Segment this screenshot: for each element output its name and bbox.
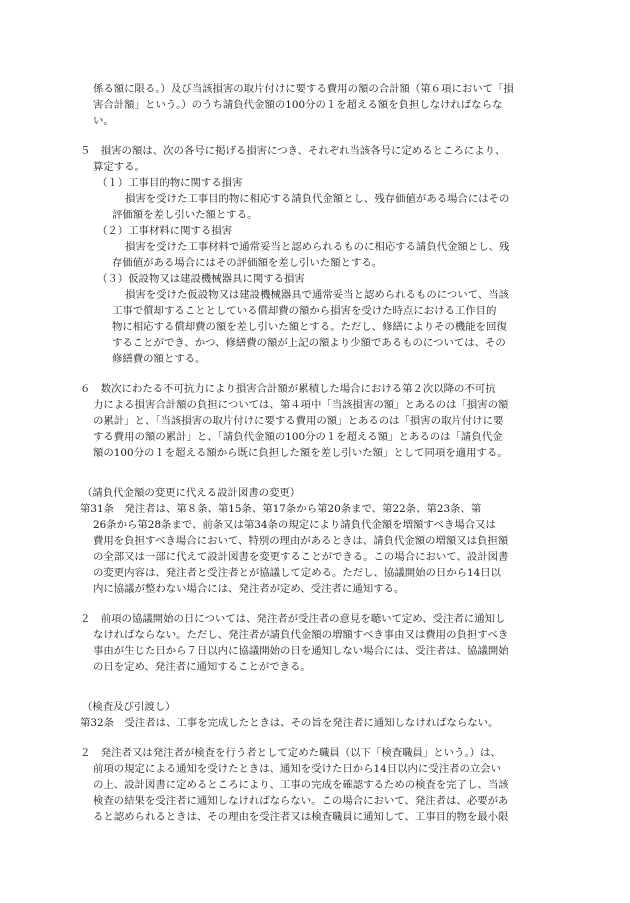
text-line: の日を定め、発注者に通知することができる。 — [93, 661, 311, 673]
text-line: い。 — [93, 115, 114, 127]
text-line: 係る額に限る。）及び当該損害の取片付けに要する費用の額の合計額（第６項において「損 — [93, 83, 514, 95]
text-line: ２ 発注者又は発注者が検査を行う者として定めた職員（以下「検査職員」という。）は、 — [80, 747, 501, 759]
text-line: 26条から第28条まで、前条又は第34条の規定により請負代金額を増額すべき場合又は — [93, 519, 496, 531]
text-line: 第31条 発注者は、第８条、第15条、第17条から第20条まで、第22条、第23条、第 — [80, 503, 482, 515]
text-line: 害合計額」という。）のうち請負代金額の100分の１を超える額を負担しなければならな — [93, 99, 503, 111]
text-line: 評価額を差し引いた額とする。 — [112, 209, 258, 221]
text-line: の全部又は一部に代えて設計図書を変更することができる。この場合において、設計図書 — [93, 551, 509, 563]
text-line: ６ 数次にわたる不可抗力により損害合計額が累積した場合における第２次以降の不可抗 — [80, 383, 496, 395]
text-line: 力による損害合計額の負担については、第４項中「当該損害の額」とあるのは「損害の額 — [93, 399, 509, 411]
text-line: （２）工事材料に関する損害 — [97, 225, 233, 237]
text-line: 事由が生じた日から７日以内に協議開始の日を通知しない場合には、受注者は、協議開始 — [93, 645, 509, 657]
text-line: （検査及び引渡し） — [82, 701, 176, 713]
text-line: なければならない。ただし、発注者が請負代金額の増額すべき事由又は費用の負担すべき — [93, 629, 509, 641]
text-line: の変更内容は、発注者と受注者とが協議して定める。ただし、協議開始の日から14日以 — [93, 567, 502, 579]
text-line: 前項の規定による通知を受けたときは、通知を受けた日から14日以内に受注者の立会い — [93, 763, 502, 775]
text-line: 損害を受けた工事目的物に相応する請負代金額とし、残存価値がある場合にはその — [125, 193, 510, 205]
text-line: する費用の額の累計」と、「請負代金額の100分の１を超える額」とあるのは「請負代金 — [93, 431, 503, 443]
text-line: 内に協議が整わない場合には、発注者が定め、受注者に通知する。 — [93, 583, 405, 595]
text-line: （３）仮設物又は建設機械器具に関する損害 — [97, 273, 305, 285]
text-line: （請負代金額の変更に代える設計図書の変更） — [82, 487, 301, 499]
text-line: ５ 損害の額は、次の各号に掲げる損害につき、それぞれ当該各号に定めるところにより、 — [80, 145, 506, 157]
text-line: の上、設計図書に定めるところにより、工事の完成を確認するための検査を完了し、当該 — [93, 779, 509, 791]
text-line: 費用を負担すべき場合において、特別の理由があるときは、請負代金額の増額又は負担額 — [93, 535, 509, 547]
text-line: ２ 前項の協議開始の日については、発注者が受注者の意見を聴いて定め、受注者に通知し — [80, 613, 506, 625]
text-line: の累計」と、「当該損害の取片付けに要する費用の額」とあるのは「損害の取片付けに要 — [93, 415, 504, 427]
text-line: 工事で償却することとしている償却費の額から損害を受けた時点における工作目的 — [112, 305, 497, 317]
text-line: 検査の結果を受注者に通知しなければならない。この場合において、発注者は、必要があ — [93, 795, 509, 807]
text-line: ると認められるときは、その理由を受注者又は検査職員に通知して、工事目的物を最小限 — [93, 811, 509, 823]
text-line: 第32条 受注者は、工事を完成したときは、その旨を発注者に通知しなければならない。 — [80, 717, 499, 729]
text-line: 損害を受けた工事材料で通常妥当と認められるものに相応する請負代金額とし、残 — [125, 241, 510, 253]
text-line: 損害を受けた仮設物又は建設機械器具で通常妥当と認められるものについて、当該 — [125, 289, 510, 301]
text-line: 算定する。 — [93, 161, 145, 173]
text-line: 額の100分の１を超える額から既に負担した額を差し引いた額」として同項を適用する。 — [93, 447, 508, 459]
text-line: することができ、かつ、修繕費の額が上記の額より少額であるものについては、その — [112, 337, 506, 349]
text-line: 修繕費の額とする。 — [112, 353, 206, 365]
text-line: （１）工事目的物に関する損害 — [97, 177, 243, 189]
text-line: 存価値がある場合にはその評価額を差し引いた額とする。 — [112, 257, 383, 269]
text-line: 物に相応する償却費の額を差し引いた額とする。ただし、修繕によりその機能を回復 — [112, 321, 507, 333]
